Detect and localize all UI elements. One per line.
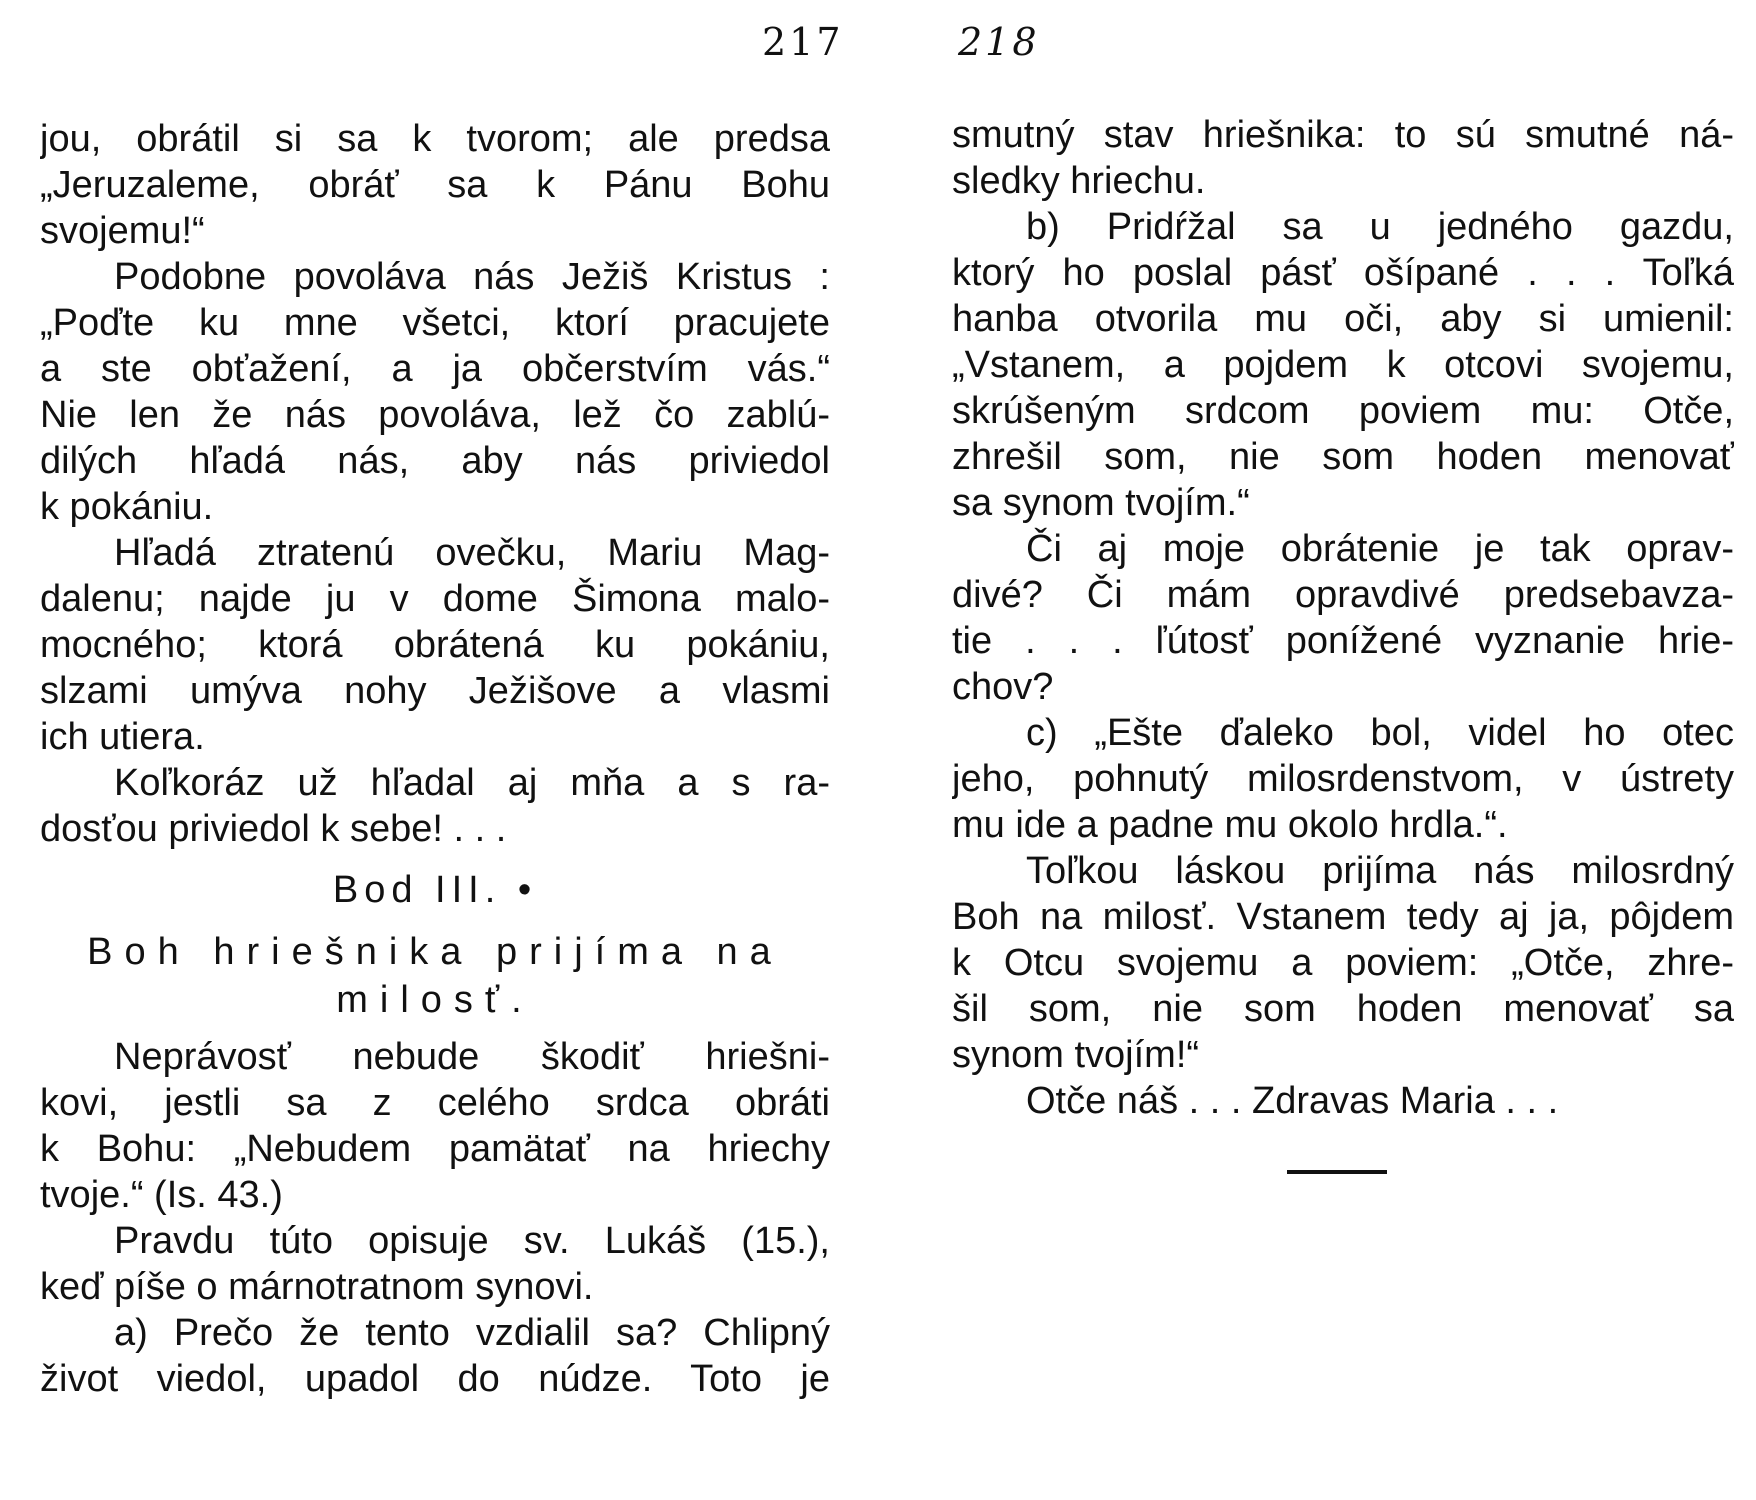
text-line: šil som, nie som hoden menovať sa: [952, 988, 1734, 1030]
text-line: „Vstanem, a pojdem k otcovi svojemu,: [952, 344, 1734, 386]
text-line: synom tvojím!“: [952, 1034, 1200, 1076]
text-line: a ste obťažení, a ja občerstvím vás.“: [40, 348, 830, 390]
text-line: ich utiera.: [40, 716, 205, 758]
text-line: Pravdu túto opisuje sv. Lukáš (15.),: [114, 1220, 830, 1262]
text-line: jeho, pohnutý milosrdenstvom, v ústrety: [952, 758, 1734, 800]
text-line: svojemu!“: [40, 210, 205, 252]
text-line: a) Prečo že tento vzdialil sa? Chlipný: [114, 1312, 830, 1354]
text-line: Nie len že nás povoláva, lež čo zablú-: [40, 394, 830, 436]
text-line: Podobne povoláva nás Ježiš Kristus :: [114, 256, 830, 298]
text-line: sledky hriechu.: [952, 160, 1206, 202]
text-line: k Otcu svojemu a poviem: „Otče, zhre-: [952, 942, 1734, 984]
text-line: slzami umýva nohy Ježišove a vlasmi: [40, 670, 830, 712]
text-line: život viedol, upadol do núdze. Toto je: [40, 1358, 830, 1400]
text-line: skrúšeným srdcom poviem mu: Otče,: [952, 390, 1734, 432]
text-line: k Bohu: „Nebudem pamätať na hriechy: [40, 1128, 830, 1170]
text-line: mocného; ktorá obrátená ku pokániu,: [40, 624, 830, 666]
left-page-column: [40, 116, 830, 1402]
text-line: jou, obrátil si sa k tvorom; ale predsa: [40, 118, 830, 160]
page-number-left: 217: [762, 20, 844, 64]
text-line: keď píše o márnotratnom synovi.: [40, 1266, 594, 1308]
text-line: k pokániu.: [40, 486, 214, 528]
text-line: hanba otvorila mu oči, aby si umienil:: [952, 298, 1734, 340]
text-line: Či aj moje obrátenie je tak oprav-: [1026, 528, 1734, 570]
text-line: divé? Či mám opravdivé predsebavza-: [952, 574, 1734, 616]
text-line: Hľadá ztratenú ovečku, Mariu Mag-: [114, 532, 830, 574]
text-line: smutný stav hriešnika: to sú smutné ná-: [952, 114, 1734, 156]
end-rule-divider: [1287, 1170, 1387, 1174]
text-line: kovi, jestli sa z celého srdca obráti: [40, 1082, 830, 1124]
text-line: zhrešil som, nie som hoden menovať: [952, 436, 1734, 478]
text-line: „Poďte ku mne všetci, ktorí pracujete: [40, 302, 830, 344]
text-line: mu ide a padne mu okolo hrdla.“.: [952, 804, 1508, 846]
text-line: tie . . . ľútosť ponížené vyznanie hrie-: [952, 620, 1734, 662]
text-line: dalenu; najde ju v dome Šimona malo-: [40, 578, 830, 620]
text-line: Koľkoráz už hľadal aj mňa a s ra-: [114, 762, 830, 804]
right-page-column: [952, 112, 1734, 1124]
section-subtitle-line-1: Boh hriešnika prijíma na: [87, 931, 783, 973]
page-number-right: 218: [958, 20, 1040, 64]
text-line: Neprávosť nebude škodiť hriešni-: [114, 1036, 830, 1078]
text-line: Toľkou láskou prijíma nás milosrdný: [1026, 850, 1734, 892]
text-line: ktorý ho poslal pásť ošípané . . . Toľká: [952, 252, 1734, 294]
text-line: sa synom tvojím.“: [952, 482, 1250, 524]
text-line: b) Pridŕžal sa u jedného gazdu,: [1026, 206, 1734, 248]
text-line: „Jeruzaleme, obráť sa k Pánu Bohu: [40, 164, 830, 206]
section-subtitle-line-2: milosť.: [336, 979, 534, 1021]
text-line: dosťou priviedol k sebe! . . .: [40, 808, 507, 850]
text-line: c) „Ešte ďaleko bol, videl ho otec: [1026, 712, 1734, 754]
text-line: tvoje.“ (Is. 43.): [40, 1174, 283, 1216]
text-line: Otče náš . . . Zdravas Maria . . .: [1026, 1080, 1559, 1122]
text-line: Boh na milosť. Vstanem tedy aj ja, pôjdem: [952, 896, 1734, 938]
text-line: dilých hľadá nás, aby nás priviedol: [40, 440, 830, 482]
text-line: chov?: [952, 666, 1054, 708]
section-title: Bod III. •: [332, 869, 538, 911]
